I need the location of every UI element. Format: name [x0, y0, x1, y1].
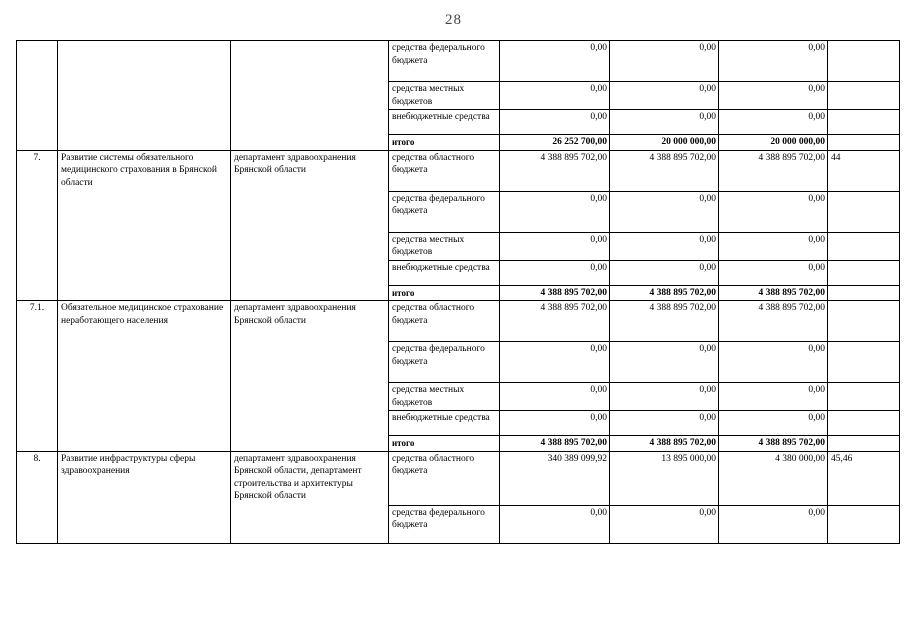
amount-cell: 0,00: [610, 191, 719, 232]
indicator-cell: [828, 505, 900, 543]
executor-cell: [231, 41, 389, 151]
amount-cell: 13 895 000,00: [610, 451, 719, 505]
funding-source-cell: средства федерального бюджета: [389, 191, 500, 232]
amount-cell: 0,00: [610, 41, 719, 82]
total-amount-cell: 4 388 895 702,00: [610, 285, 719, 301]
funding-source-cell: средства областного бюджета: [389, 150, 500, 191]
funding-source-cell: средства федерального бюджета: [389, 505, 500, 543]
amount-cell: 0,00: [500, 260, 610, 285]
amount-cell: 0,00: [610, 260, 719, 285]
amount-cell: 0,00: [719, 82, 828, 110]
amount-cell: 0,00: [500, 82, 610, 110]
funding-source-cell: средства федерального бюджета: [389, 342, 500, 383]
amount-cell: 0,00: [500, 411, 610, 436]
amount-cell: 0,00: [500, 342, 610, 383]
amount-cell: 4 388 895 702,00: [719, 150, 828, 191]
funding-source-cell: внебюджетные средства: [389, 260, 500, 285]
item-name-cell: Развитие инфраструктуры сферы здравоохранения: [58, 451, 231, 543]
total-amount-cell: 4 388 895 702,00: [719, 285, 828, 301]
table-row: [17, 301, 900, 342]
amount-cell: 4 388 895 702,00: [500, 301, 610, 342]
indicator-cell: [828, 232, 900, 260]
item-name-cell: [58, 41, 231, 151]
total-label-cell: итого: [389, 436, 500, 452]
indicator-cell: [828, 383, 900, 411]
amount-cell: 0,00: [719, 232, 828, 260]
total-amount-cell: 4 388 895 702,00: [719, 436, 828, 452]
funding-source-cell: внебюджетные средства: [389, 110, 500, 135]
amount-cell: 0,00: [719, 383, 828, 411]
executor-cell: департамент здравоохранения Брянской области: [231, 150, 389, 301]
amount-cell: 0,00: [500, 232, 610, 260]
indicator-cell: [828, 342, 900, 383]
amount-cell: 0,00: [719, 505, 828, 543]
funding-source-cell: средства местных бюджетов: [389, 232, 500, 260]
indicator-cell: 44: [828, 150, 900, 191]
item-number-cell: 7.: [17, 150, 58, 301]
amount-cell: 0,00: [719, 41, 828, 82]
item-name-cell: Обязательное медицинское страхование неработающего населения: [58, 301, 231, 452]
table-row: [17, 150, 900, 191]
amount-cell: 0,00: [500, 110, 610, 135]
funding-source-cell: средства областного бюджета: [389, 301, 500, 342]
amount-cell: 0,00: [610, 110, 719, 135]
indicator-cell: [828, 301, 900, 342]
page-number: 28: [445, 12, 462, 28]
item-number-cell: [17, 41, 58, 151]
funding-source-cell: средства местных бюджетов: [389, 82, 500, 110]
amount-cell: 4 388 895 702,00: [610, 301, 719, 342]
total-amount-cell: 4 388 895 702,00: [500, 285, 610, 301]
amount-cell: 0,00: [610, 342, 719, 383]
funding-source-cell: внебюджетные средства: [389, 411, 500, 436]
amount-cell: 0,00: [500, 505, 610, 543]
total-label-cell: итого: [389, 285, 500, 301]
total-amount-cell: 4 388 895 702,00: [500, 436, 610, 452]
amount-cell: 0,00: [719, 411, 828, 436]
funding-source-cell: средства федерального бюджета: [389, 41, 500, 82]
amount-cell: 0,00: [719, 110, 828, 135]
funding-source-cell: средства областного бюджета: [389, 451, 500, 505]
amount-cell: 0,00: [610, 411, 719, 436]
indicator-cell: [828, 82, 900, 110]
total-amount-cell: 20 000 000,00: [719, 135, 828, 151]
amount-cell: 0,00: [719, 342, 828, 383]
item-number-cell: 7.1.: [17, 301, 58, 452]
amount-cell: 0,00: [500, 41, 610, 82]
item-name-cell: Развитие системы обязательного медицинского страхования в Брянской области: [58, 150, 231, 301]
amount-cell: 0,00: [500, 191, 610, 232]
indicator-cell: [828, 436, 900, 452]
executor-cell: департамент здравоохранения Брянской области, департамент строительства и архитектуры Брянской области: [231, 451, 389, 543]
budget-table: [16, 40, 900, 544]
amount-cell: 0,00: [610, 232, 719, 260]
total-amount-cell: 20 000 000,00: [610, 135, 719, 151]
total-label-cell: итого: [389, 135, 500, 151]
indicator-cell: 45,46: [828, 451, 900, 505]
total-amount-cell: 4 388 895 702,00: [610, 436, 719, 452]
amount-cell: 0,00: [610, 82, 719, 110]
funding-source-cell: средства местных бюджетов: [389, 383, 500, 411]
item-number-cell: 8.: [17, 451, 58, 543]
amount-cell: 4 388 895 702,00: [610, 150, 719, 191]
executor-cell: департамент здравоохранения Брянской области: [231, 301, 389, 452]
indicator-cell: [828, 260, 900, 285]
amount-cell: 0,00: [610, 383, 719, 411]
indicator-cell: [828, 110, 900, 135]
amount-cell: 340 389 099,92: [500, 451, 610, 505]
indicator-cell: [828, 411, 900, 436]
amount-cell: 4 388 895 702,00: [500, 150, 610, 191]
table-row: [17, 41, 900, 82]
indicator-cell: [828, 41, 900, 82]
amount-cell: 4 388 895 702,00: [719, 301, 828, 342]
indicator-cell: [828, 285, 900, 301]
amount-cell: 0,00: [719, 260, 828, 285]
amount-cell: 0,00: [719, 191, 828, 232]
amount-cell: 0,00: [610, 505, 719, 543]
indicator-cell: [828, 135, 900, 151]
amount-cell: 4 380 000,00: [719, 451, 828, 505]
total-amount-cell: 26 252 700,00: [500, 135, 610, 151]
amount-cell: 0,00: [500, 383, 610, 411]
indicator-cell: [828, 191, 900, 232]
table-row: [17, 451, 900, 505]
